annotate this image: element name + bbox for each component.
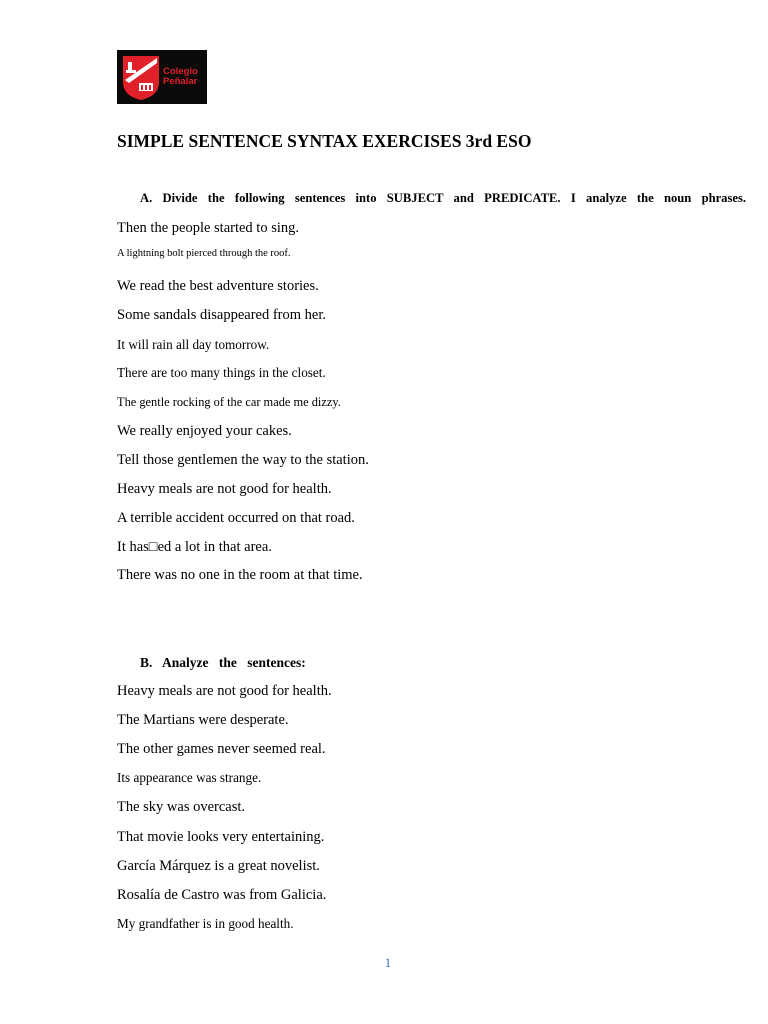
section-b-sentence: The other games never seemed real. [117, 741, 326, 757]
logo-line-2: Peñalar [163, 76, 198, 87]
section-a-sentence: Heavy meals are not good for health. [117, 481, 332, 497]
logo-line-1: Colegio [163, 66, 198, 77]
section-b-sentence: The sky was overcast. [117, 799, 246, 815]
section-b-sentence: García Márquez is a great novelist. [117, 858, 320, 874]
page-number: 1 [384, 956, 392, 970]
section-a-sentence: Then the people started to sing. [117, 220, 300, 236]
section-a-sentence: The gentle rocking of the car made me dizzy. [117, 395, 341, 409]
section-a-sentence: It has□ed a lot in that area. [117, 539, 272, 555]
section-b-heading: B. Analyze the sentences: [140, 655, 306, 670]
section-a-sentence: There was no one in the room at that time. [117, 567, 363, 583]
section-a-sentence: We really enjoyed your cakes. [117, 423, 292, 439]
section-a-sentence: A lightning bolt pierced through the roof. [117, 248, 291, 259]
section-a-sentence: It will rain all day tomorrow. [117, 337, 270, 352]
section-a-sentence: There are too many things in the closet. [117, 365, 326, 380]
section-a-heading: A. Divide the following sentences into SUBJECT and PREDICATE. I analyze the noun phrases. [140, 191, 746, 205]
section-b-sentence: My grandfather is in good health. [117, 916, 294, 931]
section-a-sentence: We read the best adventure stories. [117, 278, 319, 294]
section-b-sentence: The Martians were desperate. [117, 712, 289, 728]
document-title: SIMPLE SENTENCE SYNTAX EXERCISES 3rd ESO [117, 131, 532, 151]
school-logo [117, 50, 207, 104]
section-b-sentence: Its appearance was strange. [117, 770, 262, 785]
section-a-sentence: Tell those gentlemen the way to the station. [117, 452, 369, 468]
section-b-sentence: That movie looks very entertaining. [117, 829, 325, 845]
section-a-sentence: A terrible accident occurred on that road. [117, 510, 355, 526]
section-a-sentence: Some sandals disappeared from her. [117, 307, 326, 323]
section-b-sentence: Rosalía de Castro was from Galicia. [117, 887, 327, 903]
section-b-sentence: Heavy meals are not good for health. [117, 683, 332, 699]
